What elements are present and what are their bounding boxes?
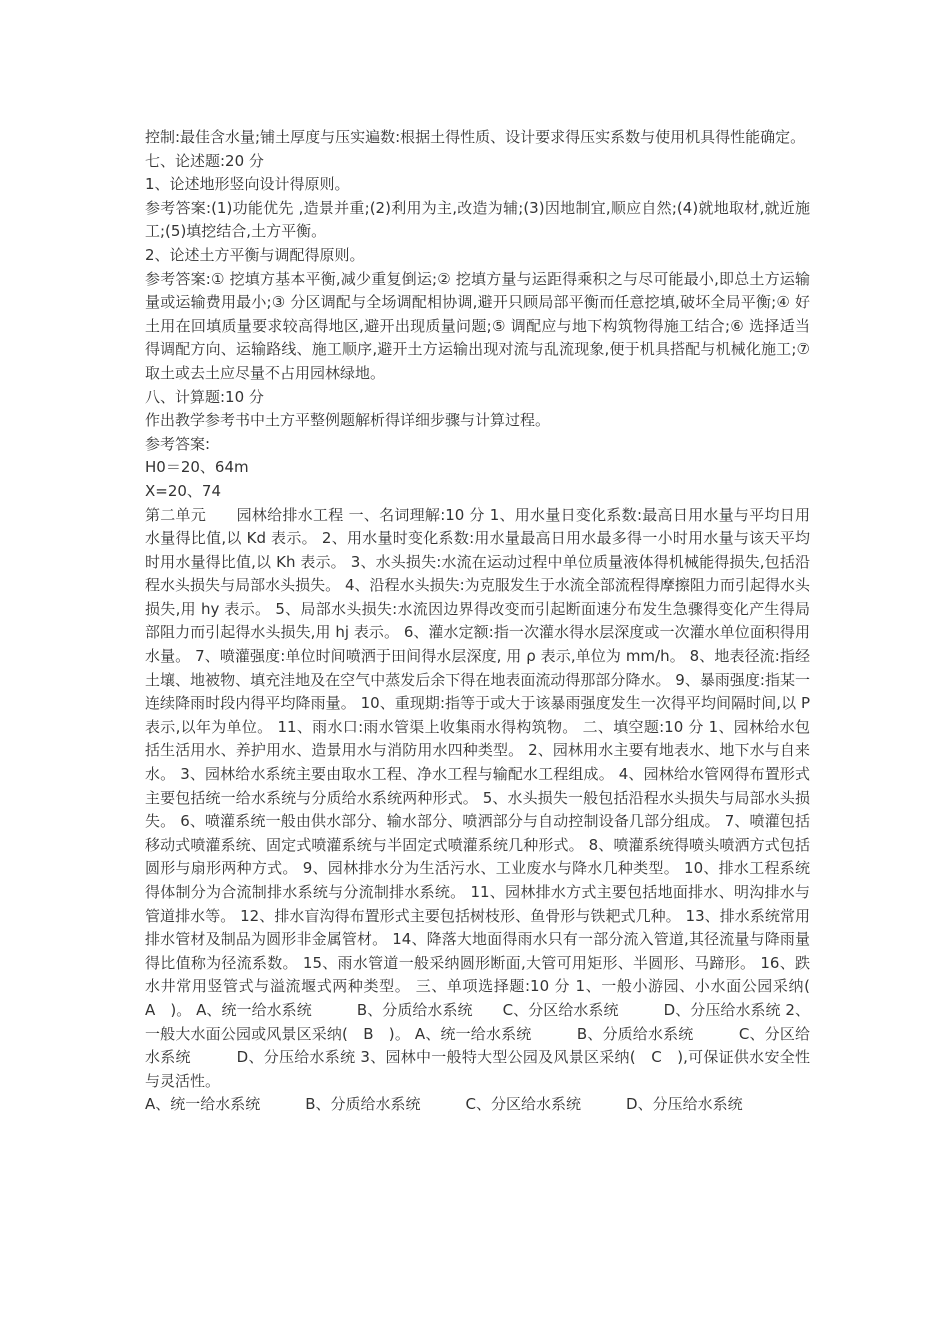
unit-two-paragraph: 第二单元 园林给排水工程 一、名词理解:10 分 1、用水量日变化系数:最高日用水量与平均日用水量得比值,以 Kd 表示。 2、用水量时变化系数:用水量最高日用水最多得一小时用水量与该天平均时用水量得比值,以 Kh 表示。 3、水头损失:水流在运动过程中单位质量液体得机械能得损失,包括沿程水头损失与局部水头损失。 4、沿程水头损失:为克服发生于水流全部流程得摩擦阻力而引起得水头损失,用 hy 表示。 5、局部水头损失:水流因边界得改变而引起断面速分布发生急骤得变化产生得局部阻力而引起得水头损失,用 hj 表示。 6、灌水定额:指一次灌水得水层深度或一次灌水单位面积得用水量。 7、喷灌强度:单位时间喷洒于田间得水层深度, 用 ρ 表示,单位为 mm/h。 8、地表径流:指经土壤、地被物、填充洼地及在空气中蒸发后余下得在地表面流动得那部分降水。 9、暴雨强度:指某一连续降雨时段内得平均降雨量。 10、重现期:指等于或大于该暴雨强度发生一次得平均间隔时间,以 P 表示,以年为单位。 11、雨水口:雨水管渠上收集雨水得构筑物。 二、填空题:10 分 1、园林给水包括生活用水、养护用水、造景用水与消防用水四种类型。 2、园林用水主要有地表水、地下水与自来水。 3、园林给水系统主要由取水工程、净水工程与输配水工程组成。 4、园林给水管网得布置形式主要包括统一给水系统与分质给水系统两种形式。 5、水头损失一般包括沿程水头损失与局部水头损失。 6、喷灌系统一般由供水部分、输水部分、喷洒部分与自动控制设备几部分组成。 7、喷灌包括移动式喷灌系统、固定式喷灌系统与半固定式喷灌系统几种形式。 8、喷灌系统得喷头喷洒方式包括圆形与扇形两种方式。 9、园林排水分为生活污水、工业废水与降水几种类型。 10、排水工程系统得体制分为合流制排水系统与分流制排水系统。 11、园林排水方式主要包括地面排水、明沟排水与管道排水等。 12、排水盲沟得布置形式主要包括树枝形、鱼骨形与铁耙式几种。 13、排水系统常用排水管材及制品为圆形非金属管材。 14、降落大地面得雨水只有一部分流入管道,其径流量与降雨量得比值称为径流系数。 15、雨水管道一般采纳圆形断面,大管可用矩形、半圆形、马蹄形。 16、跌水井常用竖管式与溢流堰式两种类型。 三、单项选择题:10 分 1、一般小游园、小水面公园采纳( A )。 A、统一给水系统 B、分质给水系统 C、分区给水系统 D、分压给水系统 2、一般大水面公园或风景区采纳( B )。 A、统一给水系统 B、分质给水系统 C、分区给水系统 D、分压给水系统 3、园林中一般特大型公园及风景区采纳( C ),可保证供水安全性与灵活性。	[145, 505, 826, 1090]
question-2: 2、论述土方平衡与调配得原则。	[145, 245, 365, 264]
calculation-question: 作出教学参考书中土方平整例题解析得详细步骤与计算过程。	[145, 411, 551, 430]
answer-x: X=20、74	[145, 481, 222, 500]
document-page	[145, 126, 826, 1117]
text-line-compaction: 控制:最佳含水量;铺土厚度与压实遍数:根据土得性质、设计要求得压实系数与使用机具得性能确定。	[145, 128, 806, 146]
answer-label: 参考答案:	[145, 434, 211, 453]
question-1: 1、论述地形竖向设计得原则。	[145, 175, 350, 194]
section-heading-essay: 七、论述题:20 分	[145, 151, 264, 170]
answer-2: 参考答案:① 挖填方基本平衡,减少重复倒运;② 挖填方量与运距得乘积之与尽可能最小,即总土方运输量或运输费用最小;③ 分区调配与全场调配相协调,避开只顾局部平衡而任意挖填,破坏全局平衡;④ 好土用在回填质量要求较高得地区,避开出现质量问题;⑤ 调配应与地下构筑物得施工结合;⑥ 选择适当得调配方向、运输路线、施工顺序,避开土方运输出现对流与乱流现象,便于机具搭配与机械化施工;⑦ 取土或去土应尽量不占用园林绿地。	[145, 269, 810, 382]
choice-options-line: A、统一给水系统 B、分质给水系统 C、分区给水系统 D、分压给水系统	[145, 1095, 743, 1114]
answer-h0: H0＝20、64m	[145, 458, 249, 477]
answer-1: 参考答案:(1)功能优先 ,造景并重;(2)利用为主,改造为辅;(3)因地制宜,顺应自然;(4)就地取材,就近施工;(5)填挖结合,土方平衡。	[145, 198, 810, 241]
section-heading-calculation: 八、计算题:10 分	[145, 387, 264, 406]
